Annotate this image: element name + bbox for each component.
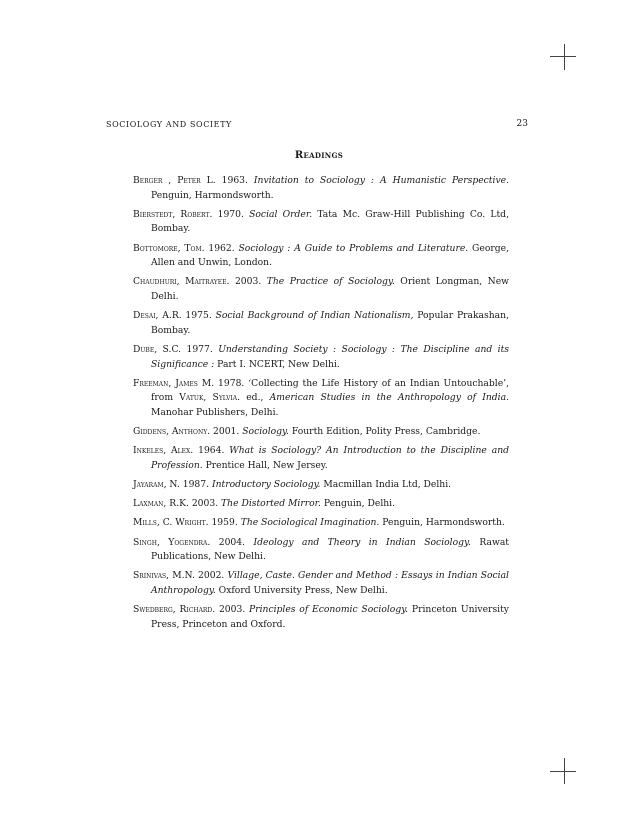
reference-author: Mills, C. Wright.	[133, 517, 209, 529]
reference-entry	[133, 275, 509, 304]
reference-author: Chaudhuri, Maitrayee.	[133, 276, 230, 288]
reference-title: Social Order.	[249, 208, 313, 220]
reference-title: Social Background of Indian Nationalism,	[215, 310, 414, 322]
reference-publisher: Part I. NCERT, New Delhi.	[214, 358, 340, 370]
reference-entry	[133, 309, 509, 338]
reference-entry	[133, 536, 509, 565]
reference-publisher: Prentice Hall, New Jersey.	[202, 459, 328, 471]
reference-entry	[133, 425, 509, 440]
reference-author: Singh, Yogendra.	[133, 536, 211, 548]
reference-year: N. 1987.	[166, 479, 212, 491]
reference-entry	[133, 377, 509, 421]
reference-editor: Vatuk, Sylvia.	[179, 392, 241, 404]
reference-publisher: Penguin, Harmondsworth.	[379, 517, 505, 529]
reference-title: The Distorted Mirror.	[221, 498, 321, 510]
reference-publisher: Penguin, Harmondsworth.	[151, 189, 274, 201]
reference-author: Dube,	[133, 343, 158, 355]
reference-year: 1970.	[212, 208, 250, 220]
reference-year: 2003.	[229, 276, 267, 288]
reference-entry	[133, 174, 509, 203]
reference-author: Desai,	[133, 310, 159, 322]
reference-title: The Practice of Sociology.	[266, 276, 395, 288]
reference-title: The Sociological Imagination.	[240, 517, 380, 529]
reference-title: American Studies in the Anthropology of India.	[269, 392, 509, 404]
reference-entry	[133, 242, 509, 271]
reference-title: Invitation to Sociology : A Humanistic Perspective.	[253, 175, 509, 186]
reference-author: Swedberg, Richard.	[133, 604, 216, 616]
reference-publisher: Macmillan India Ltd, Delhi.	[320, 479, 452, 491]
crop-mark-bottom-h	[550, 771, 576, 772]
reference-entry	[133, 569, 509, 598]
reference-year: S.C. 1977.	[157, 343, 219, 355]
reference-publisher: Orient Longman, New Delhi.	[151, 276, 509, 302]
reference-year: M.N. 2002.	[169, 570, 228, 582]
section-title: Readings	[294, 150, 344, 161]
reference-author: Bottomore, Tom.	[133, 242, 205, 254]
reference-entry	[133, 497, 509, 512]
reference-title: Ideology and Theory in Indian Sociology.	[253, 536, 471, 548]
reference-title: Understanding Society : Sociology : The Discipline and its Significance :	[151, 343, 509, 370]
crop-mark-top-v	[564, 44, 565, 70]
reference-entry	[133, 603, 509, 632]
reference-year: 2004.	[210, 536, 254, 548]
reference-publisher: Princeton University Press, Princeton and Oxford.	[151, 604, 509, 630]
reference-author: Laxman,	[133, 498, 167, 510]
reference-publisher: Fourth Edition, Polity Press, Cambridge.	[288, 426, 481, 438]
reference-author: Freeman, James	[133, 377, 198, 389]
reference-year: A.R. 1975.	[158, 310, 216, 322]
reference-year: R.K. 2003.	[166, 498, 222, 510]
running-header-title: SOCIOLOGY AND SOCIETY	[106, 120, 232, 129]
reference-title: Principles of Economic Sociology.	[249, 604, 409, 616]
reference-year: M. 1978. ‘Collecting the Life History of an Indian Untouchable’, from	[151, 377, 509, 404]
reference-title: Sociology : A Guide to Problems and Literature.	[238, 242, 469, 254]
reference-publisher: Tata Mc. Graw-Hill Publishing Co. Ltd, Bombay.	[151, 208, 509, 235]
reference-title: Introductory Sociology.	[211, 479, 321, 491]
reference-edition: ed.,	[240, 392, 270, 404]
reference-publisher: Rawat Publications, New Delhi.	[151, 536, 509, 563]
reference-author: Inkeles, Alex.	[133, 445, 194, 457]
reference-entry	[133, 478, 509, 493]
reference-entry	[133, 343, 509, 372]
reference-list	[133, 174, 509, 637]
reference-entry	[133, 444, 509, 473]
reference-publisher: Popular Prakashan, Bombay.	[151, 310, 509, 336]
reference-title: What is Sociology? An Introduction to the Discipline and Profession.	[151, 445, 509, 471]
reference-author: Bierstedt, Robert.	[133, 208, 213, 220]
page-number: 23	[516, 119, 528, 129]
reference-title: Sociology.	[242, 426, 289, 438]
reference-year: 2001.	[210, 426, 243, 438]
crop-mark-bottom-v	[564, 758, 565, 784]
reference-title: Village, Caste. Gender and Method : Essays in Indian Social Anthropology.	[151, 570, 509, 596]
reference-year: 1963.	[215, 175, 254, 186]
reference-publisher: Oxford University Press, New Delhi.	[215, 584, 388, 596]
reference-author: Giddens, Anthony.	[133, 426, 211, 438]
reference-author: Srinivas,	[133, 570, 170, 582]
reference-year: 1959.	[208, 517, 241, 529]
reference-year: 1962.	[204, 242, 239, 254]
reference-entry	[133, 516, 509, 531]
reference-publisher: George, Allen and Unwin, London.	[151, 242, 509, 269]
reference-publisher: Manohar Publishers, Delhi.	[151, 406, 279, 418]
crop-mark-top-h	[550, 56, 576, 57]
reference-year: 2003.	[215, 604, 250, 616]
reference-author: Berger , Peter L.	[133, 175, 216, 186]
reference-publisher: Penguin, Delhi.	[320, 498, 396, 510]
reference-author: Jayaram,	[133, 479, 167, 491]
reference-year: 1964.	[193, 445, 230, 457]
reference-entry	[133, 208, 509, 237]
